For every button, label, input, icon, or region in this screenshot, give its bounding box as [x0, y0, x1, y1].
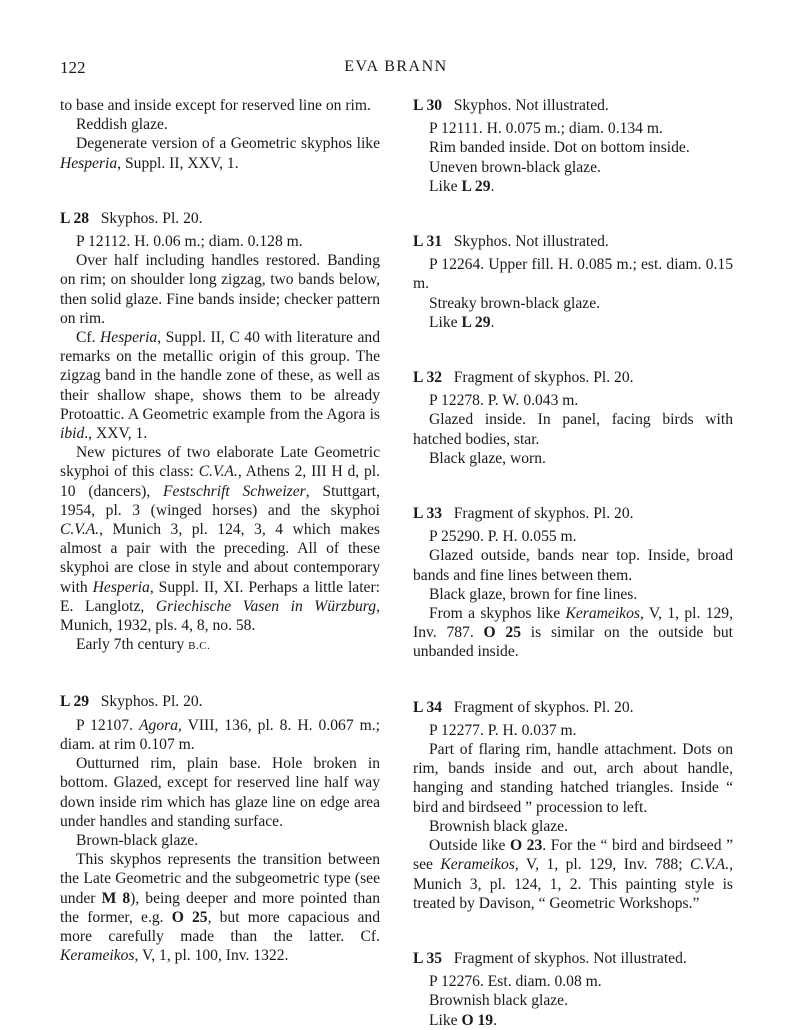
commentary: From a skyphos like Kerameikos, V, 1, pl. 129, Inv. 787. O 25 is similar on the outside but unbanded inside.: [413, 605, 733, 661]
glaze-note: Brownish black glaze.: [429, 992, 569, 1010]
catalog-label: L 33: [413, 505, 443, 523]
inventory-line: P 12278. P. W. 0.043 m.: [429, 392, 579, 410]
running-head: EVA BRANN: [344, 58, 448, 75]
glaze-note: Streaky brown-black glaze.: [429, 294, 601, 312]
carryover-text: to base and inside except for reserved line on rim.: [60, 97, 371, 114]
description: Part of flaring rim, handle attachment. Dots on rim, bands inside and out, arch about handle, hanging and standing hatched triangles. Inside “ bird and birdseed ” procession to left.: [413, 741, 733, 816]
catalog-label: L 35: [413, 949, 443, 967]
glaze-note: Brownish black glaze.: [429, 817, 569, 835]
description: Over half including handles restored. Banding on rim; on shoulder long zigzag, two bands below, then solid glaze. Fine bands inside; checker pattern on rim.: [60, 252, 380, 327]
catalog-label: L 29: [60, 693, 90, 711]
inventory-line: P 12111. H. 0.075 m.; diam. 0.134 m.: [429, 120, 663, 138]
glaze-note: Black glaze, worn.: [429, 449, 546, 467]
catalog-label: L 34: [413, 698, 443, 716]
comparison: Like O 19.: [429, 1011, 498, 1029]
inventory-line: P 12107. Agora, VIII, 136, pl. 8. H. 0.067 m.; diam. at rim 0.107 m.: [60, 716, 380, 753]
carryover-comment: Degenerate version of a Geometric skyphos like Hesperia, Suppl. II, XXV, 1.: [60, 135, 380, 172]
carryover-glaze: Reddish glaze.: [76, 116, 168, 134]
comparison: Like L 29.: [429, 177, 495, 195]
inventory-line: P 12112. H. 0.06 m.; diam. 0.128 m.: [76, 233, 303, 251]
description: Glazed outside, bands near top. Inside, broad bands and fine lines between them.: [413, 547, 733, 584]
glaze-note: Brown-black glaze.: [76, 831, 199, 849]
catalog-label: L 30: [413, 97, 443, 114]
inventory-line: P 25290. P. H. 0.055 m.: [429, 528, 577, 546]
entry-heading-l30: L 30 Skyphos. Not illustrated.: [413, 97, 609, 114]
commentary: Outside like O 23. For the “ bird and birdseed ” see Kerameikos, V, 1, pl. 129, Inv. 788; C.V.A., Munich 3, pl. 124, 1, 2. This painting style is treated by Davison, “ Geometric Workshops.”: [413, 837, 734, 912]
page-number: 122: [60, 58, 86, 77]
commentary: Cf. Hesperia, Suppl. II, C 40 with literature and remarks on the metallic origin of this group. The zigzag band in the handle zone of these, as well as their shallow shape, shows them to be already Protoattic. A Geometric example from the Agora is ibid., XXV, 1.: [60, 329, 381, 443]
glaze-note: Black glaze, brown for fine lines.: [429, 585, 638, 603]
comparison: Like L 29.: [429, 313, 495, 331]
inventory-line: P 12264. Upper fill. H. 0.085 m.; est. diam. 0.15 m.: [413, 256, 733, 293]
entry-heading-l33: L 33 Fragment of skyphos. Pl. 20.: [413, 505, 634, 523]
entry-heading-l34: L 34 Fragment of skyphos. Pl. 20.: [413, 698, 634, 716]
catalog-label: L 28: [60, 209, 90, 227]
entry-heading-l29: L 29 Skyphos. Pl. 20.: [60, 693, 203, 711]
entry-heading-l31: L 31 Skyphos. Not illustrated.: [413, 233, 609, 251]
entry-heading-l35: L 35 Fragment of skyphos. Not illustrated.: [413, 949, 687, 967]
entry-heading-l32: L 32 Fragment of skyphos. Pl. 20.: [413, 369, 634, 387]
entry-heading-l28: L 28 Skyphos. Pl. 20.: [60, 209, 203, 227]
page-header: [0, 58, 792, 82]
catalog-label: L 32: [413, 369, 443, 387]
description: Outturned rim, plain base. Hole broken in bottom. Glazed, except for reserved line half way down inside rim which has glaze line on edge area under handles and standing surface.: [60, 755, 380, 830]
commentary: New pictures of two elaborate Late Geometric skyphoi of this class: C.V.A., Athens 2, III H d, pl. 10 (dancers), Festschrift Schweizer, Stuttgart, 1954, pl. 3 (winged horses) and the skyphoi C.V.A., Munich 3, pl. 124, 3, 4 which makes almost a pair with the preceding. All of these skyphoi are close in style and about contemporary with Hesperia, Suppl. II, XI. Perhaps a little later: E. Langlotz, Griechische Vasen in Würzburg, Munich, 1932, pls. 4, 8, no. 58.: [60, 444, 381, 635]
catalog-label: L 31: [413, 233, 443, 251]
inventory-line: P 12276. Est. diam. 0.08 m.: [429, 973, 602, 991]
description: Rim banded inside. Dot on bottom inside.: [429, 139, 690, 157]
right-column: [413, 96, 733, 1030]
date-line: Early 7th century B.C.: [76, 636, 211, 654]
inventory-line: P 12277. P. H. 0.037 m.: [429, 721, 577, 739]
left-column: [60, 96, 380, 965]
description: Glazed inside. In panel, facing birds with hatched bodies, star.: [413, 411, 733, 448]
glaze-note: Uneven brown-black glaze.: [429, 158, 601, 176]
commentary: This skyphos represents the transition between the Late Geometric and the subgeometric type (see under M 8), being deeper and more pointed than the former, e.g. O 25, but more capacious and more carefully made than the latter. Cf. Kerameikos, V, 1, pl. 100, Inv. 1322.: [60, 851, 381, 965]
